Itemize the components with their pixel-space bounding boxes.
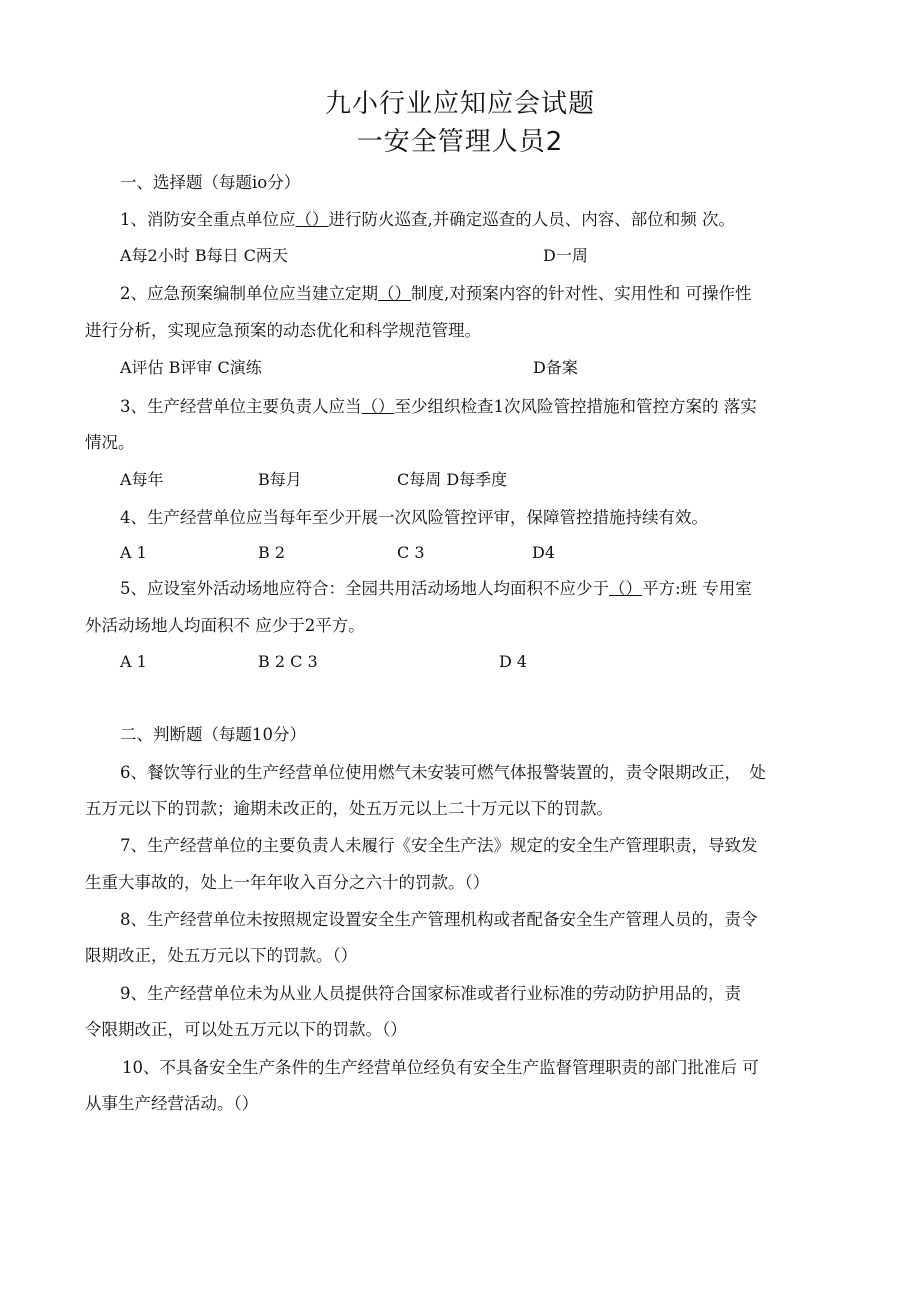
question-5-line-2: 外活动场地人均面积不 应少于2平方。 — [85, 616, 365, 635]
question-4: 4、生产经营单位应当每年至少开展一次风险管控评审，保障管控措施持续有效。 — [120, 508, 708, 527]
question-10-line-2: 从事生产经营活动。（） — [85, 1094, 259, 1113]
question-2-text-post: 制度,对预案内容的针对性、实用性和 可操作性 — [411, 284, 752, 303]
question-6-line-2: 五万元以下的罚款；逾期未改正的，处五万元以上二十万元以下的罚款。 — [85, 799, 613, 818]
question-3-text-post: 至少组织检查1次风险管控措施和管控方案的 落实 — [394, 397, 757, 416]
question-3-blank: （） — [361, 397, 395, 416]
question-1-option-d: D一周 — [543, 246, 588, 265]
question-4-option-d: D4 — [532, 543, 556, 562]
question-9-line-2: 令限期改正，可以处五万元以下的罚款。（） — [85, 1020, 407, 1039]
question-5 — [120, 578, 752, 600]
question-2-blank: （） — [378, 284, 411, 303]
question-2-option-d: D备案 — [533, 358, 578, 377]
question-4-option-a: A 1 — [120, 543, 147, 562]
question-1-text-post: 进行防火巡查,并确定巡查的人员、内容、部位和频 次。 — [328, 210, 735, 229]
question-5-text-pre: 5、应设室外活动场地应符合：全园共用活动场地人均面积不应少于 — [120, 579, 609, 598]
question-4-option-b: B 2 — [258, 543, 286, 562]
question-1-blank: （） — [295, 210, 329, 229]
page-title: 九小行业应知应会试题 — [324, 89, 595, 119]
question-2-text-pre: 2、应急预案编制单位应当建立定期 — [120, 284, 378, 303]
question-5-blank: （） — [609, 579, 642, 598]
question-2 — [120, 283, 752, 305]
question-3-options-cd: C每周 D每季度 — [397, 470, 508, 489]
page-subtitle: 一安全管理人员2 — [356, 127, 564, 157]
question-10: 10、不具备安全生产条件的生产经营单位经负有安全生产监督管理职责的部门批准后 可 — [122, 1058, 759, 1077]
question-5-option-a: A 1 — [120, 652, 147, 671]
question-2-options-abc: A评估 B评审 C演练 — [120, 358, 262, 377]
question-4-option-c: C 3 — [397, 543, 425, 562]
question-1 — [120, 209, 735, 231]
question-5-options-bc: B 2 C 3 — [258, 652, 318, 671]
question-3-option-b: B每月 — [258, 470, 302, 489]
question-2-line-2: 进行分析，实现应急预案的动态优化和科学规范管理。 — [85, 321, 481, 340]
question-3 — [120, 396, 757, 418]
section-heading-judgment: 二、判断题（每题10分） — [120, 725, 306, 744]
question-8: 8、生产经营单位未按照规定设置安全生产管理机构或者配备安全生产管理人员的，责令 — [120, 910, 758, 929]
question-9: 9、生产经营单位未为从业人员提供符合国家标准或者行业标准的劳动防护用品的，责 — [120, 984, 741, 1003]
question-3-option-a: A每年 — [120, 470, 164, 489]
question-3-text-pre: 3、生产经营单位主要负责人应当 — [120, 397, 362, 416]
question-1-options-abc: A每2小时 B每日 C两天 — [120, 246, 288, 265]
question-6: 6、餐饮等行业的生产经营单位使用燃气未安装可燃气体报警装置的，责令限期改正， 处 — [120, 763, 766, 782]
question-7-line-2: 生重大事故的，处上一年年收入百分之六十的罚款。（） — [85, 873, 490, 892]
section-heading-choice: 一、选择题（每题io分） — [120, 173, 301, 192]
question-1-text-pre: 1、消防安全重点单位应 — [120, 210, 296, 229]
question-8-line-2: 限期改正，处五万元以下的罚款。（） — [85, 946, 358, 965]
question-3-line-2: 情况。 — [85, 433, 135, 452]
question-7: 7、生产经营单位的主要负责人未履行《安全生产法》规定的安全生产管理职责，导致发 — [120, 836, 758, 855]
question-5-option-d: D 4 — [499, 652, 528, 671]
question-5-text-post: 平方:班 专用室 — [642, 579, 752, 598]
